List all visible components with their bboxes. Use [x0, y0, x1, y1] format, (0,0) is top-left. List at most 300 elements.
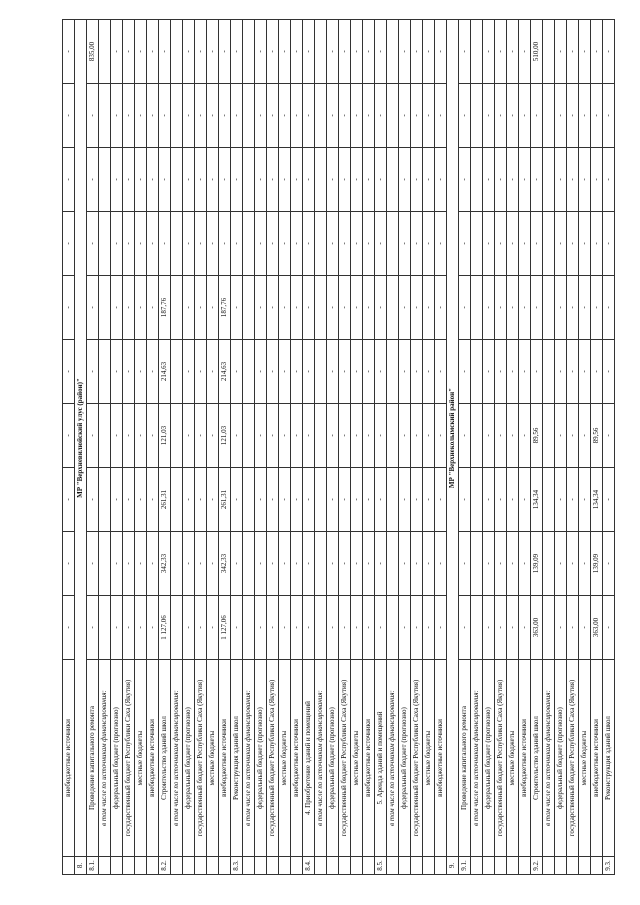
value-cell: - — [483, 532, 495, 596]
row-label: 5. Аренда зданий и помещений — [375, 660, 387, 857]
table-row — [567, 20, 579, 875]
row-label: местные бюджеты — [279, 660, 291, 857]
value-cell — [171, 596, 183, 660]
value-cell: - — [435, 276, 447, 340]
value-cell — [99, 84, 111, 148]
section-row — [447, 20, 459, 875]
value-cell: - — [483, 596, 495, 660]
value-cell: - — [579, 20, 591, 84]
table-row — [267, 20, 279, 875]
row-label: Строительство зданий школ — [159, 660, 171, 857]
value-cell: 835,00 — [87, 20, 99, 84]
table-row — [135, 20, 147, 875]
value-cell: - — [303, 404, 315, 468]
table-row — [387, 20, 399, 875]
value-cell: - — [87, 596, 99, 660]
value-cell: - — [123, 532, 135, 596]
value-cell: - — [375, 340, 387, 404]
value-cell: - — [423, 532, 435, 596]
value-cell: - — [363, 468, 375, 532]
value-cell: - — [567, 340, 579, 404]
value-cell — [243, 468, 255, 532]
row-number — [291, 857, 303, 875]
row-label: федеральный бюджет (прогнозно) — [111, 660, 123, 857]
value-cell: - — [351, 532, 363, 596]
value-cell — [243, 340, 255, 404]
value-cell: - — [111, 20, 123, 84]
table-row — [603, 20, 615, 875]
value-cell: - — [267, 276, 279, 340]
value-cell: - — [579, 404, 591, 468]
row-number — [219, 857, 231, 875]
table-row — [375, 20, 387, 875]
value-cell: - — [135, 596, 147, 660]
value-cell — [471, 596, 483, 660]
value-cell: - — [159, 20, 171, 84]
value-cell: - — [291, 468, 303, 532]
table-row — [351, 20, 363, 875]
value-cell: - — [363, 532, 375, 596]
row-label: государственный бюджет Республики Саха (Якутия) — [195, 660, 207, 857]
value-cell: - — [291, 532, 303, 596]
value-cell: - — [507, 20, 519, 84]
table-row — [99, 20, 111, 875]
value-cell: - — [291, 148, 303, 212]
value-cell: - — [399, 148, 411, 212]
table-row — [159, 20, 171, 875]
value-cell: - — [207, 148, 219, 212]
value-cell: - — [231, 468, 243, 532]
value-cell: - — [483, 404, 495, 468]
value-cell: - — [519, 404, 531, 468]
value-cell: - — [519, 468, 531, 532]
value-cell: - — [147, 340, 159, 404]
value-cell: 214,63 — [219, 340, 231, 404]
value-cell: - — [459, 532, 471, 596]
value-cell: - — [591, 276, 603, 340]
value-cell: - — [363, 84, 375, 148]
value-cell: - — [483, 212, 495, 276]
value-cell: - — [327, 532, 339, 596]
table-row — [483, 20, 495, 875]
value-cell — [315, 148, 327, 212]
row-label: местные бюджеты — [579, 660, 591, 857]
value-cell: - — [507, 84, 519, 148]
row-number — [399, 857, 411, 875]
value-cell: - — [459, 404, 471, 468]
value-cell: - — [63, 404, 75, 468]
value-cell: - — [123, 276, 135, 340]
value-cell — [543, 212, 555, 276]
value-cell — [171, 276, 183, 340]
value-cell: - — [279, 148, 291, 212]
value-cell: - — [123, 468, 135, 532]
value-cell: - — [555, 84, 567, 148]
value-cell: - — [279, 340, 291, 404]
value-cell: - — [231, 404, 243, 468]
table-row — [531, 20, 543, 875]
value-cell — [471, 20, 483, 84]
value-cell: - — [267, 596, 279, 660]
row-number — [327, 857, 339, 875]
value-cell: - — [339, 596, 351, 660]
value-cell: 121,03 — [159, 404, 171, 468]
value-cell: - — [291, 84, 303, 148]
value-cell: - — [195, 596, 207, 660]
value-cell: - — [411, 212, 423, 276]
value-cell — [99, 276, 111, 340]
value-cell: - — [567, 212, 579, 276]
value-cell: - — [411, 20, 423, 84]
row-label: местные бюджеты — [135, 660, 147, 857]
value-cell: - — [423, 404, 435, 468]
table-row — [123, 20, 135, 875]
row-number: 8. — [75, 857, 87, 875]
value-cell: - — [507, 212, 519, 276]
value-cell: 89,56 — [591, 404, 603, 468]
table-row — [471, 20, 483, 875]
row-number — [183, 857, 195, 875]
value-cell: - — [411, 468, 423, 532]
value-cell: - — [63, 20, 75, 84]
row-label: государственный бюджет Республики Саха (Якутия) — [567, 660, 579, 857]
value-cell: - — [111, 404, 123, 468]
row-number — [63, 857, 75, 875]
value-cell: - — [399, 84, 411, 148]
row-number — [135, 857, 147, 875]
value-cell: - — [87, 340, 99, 404]
value-cell: - — [87, 468, 99, 532]
value-cell: - — [279, 212, 291, 276]
value-cell: - — [351, 468, 363, 532]
value-cell: - — [519, 532, 531, 596]
value-cell: - — [555, 276, 567, 340]
row-number — [579, 857, 591, 875]
value-cell: 139,09 — [591, 532, 603, 596]
row-number: 8.5. — [375, 857, 387, 875]
row-number — [471, 857, 483, 875]
value-cell — [543, 404, 555, 468]
value-cell: - — [111, 84, 123, 148]
row-number — [363, 857, 375, 875]
row-label: в том числе по источникам финансирования: — [543, 660, 555, 857]
value-cell: - — [495, 340, 507, 404]
row-number: 9. — [447, 857, 459, 875]
row-label: государственный бюджет Республики Саха (Якутия) — [123, 660, 135, 857]
value-cell: 261,31 — [159, 468, 171, 532]
value-cell — [471, 148, 483, 212]
value-cell: - — [591, 20, 603, 84]
value-cell: 1 127,06 — [159, 596, 171, 660]
value-cell: - — [255, 276, 267, 340]
row-label: местные бюджеты — [507, 660, 519, 857]
value-cell: - — [459, 148, 471, 212]
table-row — [255, 20, 267, 875]
table-row — [195, 20, 207, 875]
value-cell: - — [231, 532, 243, 596]
value-cell: - — [135, 84, 147, 148]
value-cell: - — [375, 404, 387, 468]
row-number — [591, 857, 603, 875]
value-cell: - — [507, 596, 519, 660]
row-label: 4. Приобретение зданий и помещений — [303, 660, 315, 857]
value-cell: - — [147, 532, 159, 596]
value-cell: - — [459, 596, 471, 660]
value-cell — [243, 276, 255, 340]
value-cell: - — [87, 276, 99, 340]
value-cell — [387, 404, 399, 468]
value-cell: - — [339, 212, 351, 276]
value-cell: 342,33 — [219, 532, 231, 596]
value-cell: - — [339, 276, 351, 340]
table-row — [555, 20, 567, 875]
value-cell: - — [519, 84, 531, 148]
value-cell: - — [255, 468, 267, 532]
value-cell — [471, 84, 483, 148]
value-cell: 363,00 — [531, 596, 543, 660]
value-cell — [99, 596, 111, 660]
table-row — [171, 20, 183, 875]
value-cell — [171, 212, 183, 276]
value-cell: - — [267, 20, 279, 84]
value-cell: - — [255, 340, 267, 404]
value-cell: - — [603, 212, 615, 276]
value-cell: - — [579, 596, 591, 660]
value-cell: - — [495, 84, 507, 148]
value-cell: - — [183, 596, 195, 660]
table-row — [339, 20, 351, 875]
value-cell — [171, 84, 183, 148]
value-cell: 214,63 — [159, 340, 171, 404]
row-label: федеральный бюджет (прогнозно) — [183, 660, 195, 857]
value-cell: - — [459, 276, 471, 340]
value-cell: - — [279, 532, 291, 596]
value-cell: - — [483, 20, 495, 84]
row-label: внебюджетные источники — [219, 660, 231, 857]
row-number — [543, 857, 555, 875]
value-cell: - — [591, 212, 603, 276]
row-number — [339, 857, 351, 875]
value-cell: - — [135, 404, 147, 468]
value-cell: - — [339, 404, 351, 468]
rotated-page — [62, 20, 613, 875]
value-cell: - — [435, 212, 447, 276]
value-cell: - — [519, 20, 531, 84]
value-cell: - — [495, 404, 507, 468]
value-cell: - — [279, 468, 291, 532]
value-cell: - — [255, 404, 267, 468]
value-cell: - — [63, 276, 75, 340]
row-number — [435, 857, 447, 875]
value-cell: - — [495, 148, 507, 212]
value-cell: - — [603, 340, 615, 404]
value-cell: - — [123, 340, 135, 404]
value-cell: - — [159, 84, 171, 148]
value-cell: - — [495, 20, 507, 84]
value-cell: - — [135, 20, 147, 84]
row-label: внебюджетные источники — [63, 660, 75, 857]
row-label: федеральный бюджет (прогнозно) — [483, 660, 495, 857]
value-cell: - — [603, 148, 615, 212]
value-cell: - — [351, 340, 363, 404]
value-cell: - — [519, 340, 531, 404]
value-cell — [543, 148, 555, 212]
value-cell: - — [195, 404, 207, 468]
row-number — [171, 857, 183, 875]
value-cell: - — [279, 84, 291, 148]
value-cell: - — [603, 20, 615, 84]
value-cell: - — [279, 276, 291, 340]
value-cell — [315, 404, 327, 468]
value-cell: - — [303, 20, 315, 84]
value-cell: - — [495, 468, 507, 532]
value-cell: - — [219, 84, 231, 148]
value-cell — [387, 276, 399, 340]
table-row — [423, 20, 435, 875]
value-cell — [243, 20, 255, 84]
value-cell: - — [267, 404, 279, 468]
value-cell: - — [111, 340, 123, 404]
value-cell: 1 127,06 — [219, 596, 231, 660]
row-label: государственный бюджет Республики Саха (Якутия) — [267, 660, 279, 857]
value-cell: - — [303, 596, 315, 660]
row-label: Реконструкция зданий школ — [231, 660, 243, 857]
table-row — [579, 20, 591, 875]
value-cell: - — [183, 20, 195, 84]
row-label: внебюджетные источники — [363, 660, 375, 857]
value-cell: - — [399, 596, 411, 660]
value-cell: - — [435, 468, 447, 532]
value-cell: - — [87, 212, 99, 276]
value-cell: - — [555, 20, 567, 84]
value-cell: - — [327, 84, 339, 148]
value-cell: 187,76 — [159, 276, 171, 340]
table-row — [507, 20, 519, 875]
value-cell: - — [219, 20, 231, 84]
table-row — [279, 20, 291, 875]
row-number — [279, 857, 291, 875]
value-cell — [243, 596, 255, 660]
row-number: 9.3. — [603, 857, 615, 875]
row-label: внебюджетные источники — [591, 660, 603, 857]
row-number — [123, 857, 135, 875]
table-row — [495, 20, 507, 875]
value-cell: - — [423, 468, 435, 532]
value-cell — [243, 148, 255, 212]
value-cell: - — [195, 148, 207, 212]
value-cell: - — [159, 212, 171, 276]
value-cell — [315, 20, 327, 84]
row-label: местные бюджеты — [207, 660, 219, 857]
value-cell: - — [531, 340, 543, 404]
value-cell: - — [291, 212, 303, 276]
value-cell: - — [303, 532, 315, 596]
value-cell — [471, 532, 483, 596]
value-cell: - — [207, 20, 219, 84]
value-cell — [543, 84, 555, 148]
value-cell: - — [555, 596, 567, 660]
row-label: внебюджетные источники — [291, 660, 303, 857]
value-cell: - — [123, 212, 135, 276]
value-cell: - — [459, 468, 471, 532]
row-number — [411, 857, 423, 875]
value-cell: - — [435, 340, 447, 404]
row-number: 9.2. — [531, 857, 543, 875]
value-cell: 121,03 — [219, 404, 231, 468]
value-cell: - — [255, 84, 267, 148]
value-cell: - — [267, 340, 279, 404]
value-cell: - — [495, 596, 507, 660]
value-cell: - — [375, 468, 387, 532]
value-cell: - — [375, 212, 387, 276]
value-cell: - — [519, 148, 531, 212]
value-cell: - — [327, 212, 339, 276]
row-label: Строительство зданий школ — [531, 660, 543, 857]
value-cell: - — [507, 276, 519, 340]
value-cell: - — [411, 340, 423, 404]
value-cell — [99, 532, 111, 596]
value-cell: - — [567, 404, 579, 468]
value-cell: - — [303, 84, 315, 148]
row-number — [495, 857, 507, 875]
value-cell: - — [339, 148, 351, 212]
value-cell — [243, 84, 255, 148]
value-cell: - — [327, 276, 339, 340]
value-cell: - — [87, 404, 99, 468]
value-cell: - — [207, 340, 219, 404]
value-cell: - — [483, 84, 495, 148]
value-cell: - — [519, 276, 531, 340]
value-cell: - — [207, 404, 219, 468]
value-cell: - — [579, 532, 591, 596]
value-cell: - — [87, 84, 99, 148]
value-cell: - — [351, 20, 363, 84]
row-number — [351, 857, 363, 875]
value-cell — [99, 148, 111, 212]
value-cell: - — [63, 148, 75, 212]
value-cell: - — [399, 276, 411, 340]
value-cell: - — [231, 276, 243, 340]
value-cell: - — [195, 532, 207, 596]
row-number: 8.1. — [87, 857, 99, 875]
value-cell: - — [363, 596, 375, 660]
value-cell: - — [423, 340, 435, 404]
value-cell — [315, 596, 327, 660]
value-cell — [243, 404, 255, 468]
value-cell: - — [603, 84, 615, 148]
table-row — [315, 20, 327, 875]
value-cell: - — [231, 596, 243, 660]
value-cell: - — [363, 20, 375, 84]
value-cell: - — [255, 212, 267, 276]
value-cell: - — [579, 276, 591, 340]
row-number: 8.4. — [303, 857, 315, 875]
value-cell: - — [291, 340, 303, 404]
value-cell: - — [111, 148, 123, 212]
value-cell: - — [207, 596, 219, 660]
value-cell: - — [279, 404, 291, 468]
table-row — [243, 20, 255, 875]
value-cell — [99, 20, 111, 84]
value-cell — [99, 468, 111, 532]
value-cell: - — [327, 404, 339, 468]
value-cell: - — [531, 276, 543, 340]
value-cell: - — [351, 404, 363, 468]
value-cell: - — [411, 596, 423, 660]
value-cell: - — [267, 468, 279, 532]
value-cell: - — [555, 468, 567, 532]
budget-table-body — [63, 20, 615, 875]
